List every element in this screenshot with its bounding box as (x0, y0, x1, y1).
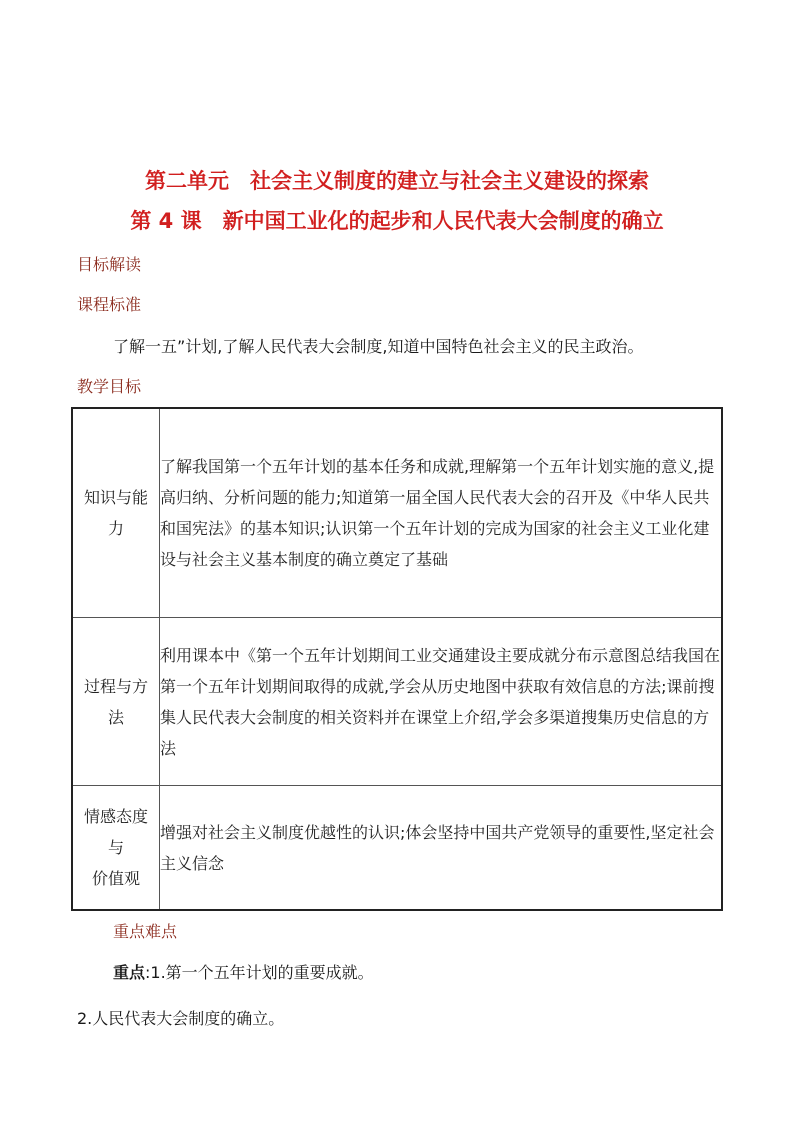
key-point-1-text: :1.第一个五年计划的重要成就。 (145, 963, 374, 982)
goal-content-values: 增强对社会主义制度优越性的认识;体会坚持中国共产党领导的重要性,坚定社会主义信念 (160, 786, 723, 911)
curriculum-standard-text: 了解一五”计划,了解人民代表大会制度,知道中国特色社会主义的民主政治。 (113, 337, 644, 356)
goal-label-process (72, 618, 160, 786)
key-point-label: 重点 (113, 963, 146, 982)
section-curriculum-standard: 课程标准 (77, 295, 142, 314)
goal-label-knowledge (72, 408, 160, 618)
teaching-goals-table (71, 407, 723, 911)
goal-content-knowledge: 了解我国第一个五年计划的基本任务和成就,理解第一个五年计划实施的意义,提高归纳、分析问题的能力;知道第一届全国人民代表大会的召开及《中华人民共和国宪法》的基本知识;认识第一个五年计划的完成为国家的社会主义工业化建设与社会主义基本制度的确立奠定了基础 (160, 408, 723, 618)
label-line: 过程与方 (83, 676, 148, 696)
section-teaching-goals: 教学目标 (77, 377, 142, 396)
table-row (72, 408, 722, 618)
label-line: 价值观 (91, 869, 140, 888)
label-line: 情感态度 (83, 807, 148, 826)
section-key-difficult: 重点难点 (113, 922, 178, 941)
table-row (72, 786, 722, 911)
goal-content-process: 利用课本中《第一个五年计划期间工业交通建设主要成就分布示意图总结我国在第一个五年计划期间取得的成就,学会从历史地图中获取有效信息的方法;课前搜集人民代表大会制度的相关资料并在课堂上介绍,学会多渠道搜集历史信息的方法 (160, 618, 723, 786)
key-point-1 (113, 962, 374, 984)
goal-label-values (72, 786, 160, 911)
label-line: 力 (107, 519, 124, 538)
label-line: 法 (107, 707, 124, 727)
unit-title: 第二单元 社会主义制度的建立与社会主义建设的探索 (145, 169, 649, 193)
label-line: 与 (107, 838, 124, 857)
label-line: 知识与能 (83, 488, 148, 507)
key-point-2: 2.人民代表大会制度的确立。 (77, 1009, 285, 1028)
lesson-title: 第 4 课 新中国工业化的起步和人民代表大会制度的确立 (130, 209, 664, 233)
section-objectives-interpretation: 目标解读 (77, 255, 142, 274)
table-row (72, 618, 722, 786)
